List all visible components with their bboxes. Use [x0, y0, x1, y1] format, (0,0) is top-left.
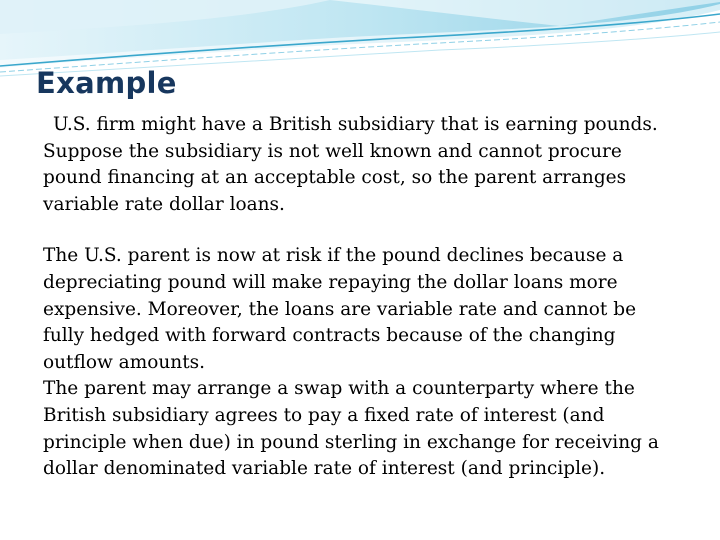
body-line: depreciating pound will make repaying the dollar loans more [43, 271, 618, 293]
body-line: British subsidiary agrees to pay a fixed rate of interest (and [43, 404, 605, 426]
body-text [43, 112, 683, 483]
body-line: principle when due) in pound sterling in exchange for receiving a [43, 431, 659, 453]
body-line: U.S. firm might have a British subsidiary that is earning pounds. [53, 114, 658, 135]
slide-title: Example [36, 66, 177, 100]
paragraph-gap [43, 218, 683, 243]
body-line: outflow amounts. [43, 351, 206, 373]
body-line: Suppose the subsidiary is not well known and cannot procure [43, 140, 622, 162]
body-line: fully hedged with forward contracts because of the changing [43, 325, 616, 347]
body-line: The U.S. parent is now at risk if the pound declines because a [43, 245, 624, 267]
body-line: dollar denominated variable rate of interest (and principle). [43, 458, 606, 480]
body-line: variable rate dollar loans. [43, 193, 285, 215]
body-line: The parent may arrange a swap with a counterparty where the [43, 378, 635, 400]
body-line: pound financing at an acceptable cost, so the parent arranges [43, 167, 627, 189]
body-line: expensive. Moreover, the loans are variable rate and cannot be [43, 298, 637, 320]
